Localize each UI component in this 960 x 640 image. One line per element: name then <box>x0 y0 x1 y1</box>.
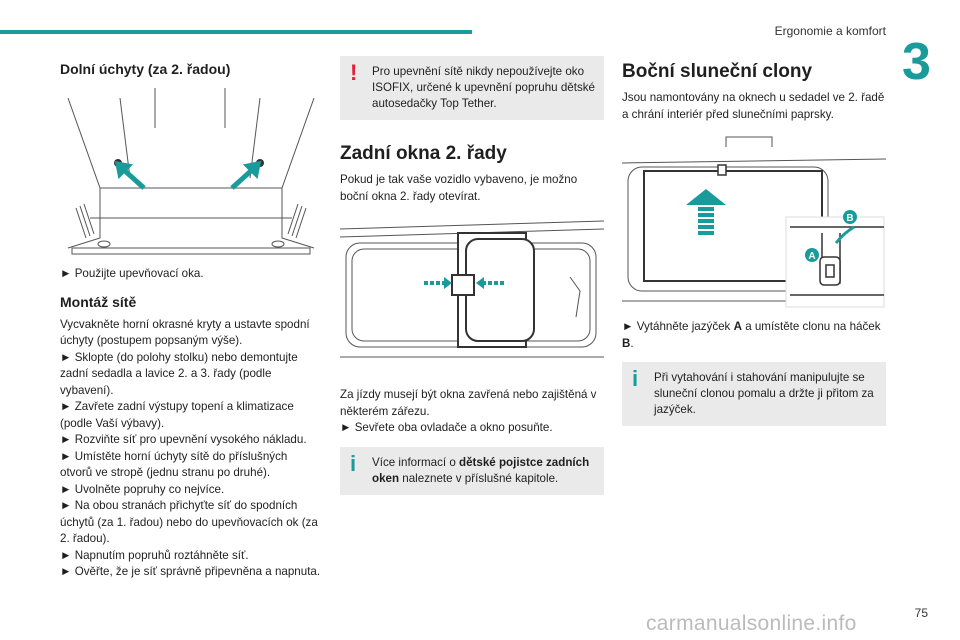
arrow-right-icon <box>232 164 258 188</box>
chapter-number: 3 <box>902 33 931 91</box>
step-line-1: ► Sklopte (do polohy stolku) nebo demontujte zadní sedadla a lavice 2. a 3. řady (podle vybavení). <box>60 350 298 397</box>
step-line-4: ► Umístěte horní úchyty sítě do příslušných otvorů ve stropě (jednu stranu po druhé). <box>60 449 288 479</box>
arrow-in-left-icon <box>444 277 452 289</box>
step-line-8: ► Ověřte, že je síť správně připevněna a napnuta. <box>60 565 321 578</box>
info-i-icon: i <box>632 366 639 391</box>
figure-sun-blind <box>622 133 886 309</box>
caption-use-anchors: ► Použijte upevňovací oka. <box>60 267 204 280</box>
label-b-text: B <box>846 213 854 224</box>
window-latch-icon <box>452 275 474 295</box>
step-a: A <box>733 320 742 333</box>
figure-cargo-floor-anchors <box>60 88 322 256</box>
page-number: 75 <box>914 606 928 620</box>
sun-blind-step <box>622 319 886 352</box>
subheading-net-installation: Montáž sítě <box>60 293 137 310</box>
step-b: B <box>622 336 631 350</box>
rear-windows-intro: Pokud je tak vaše vozidlo vybaveno, je možno boční okna 2. řady otevírat. <box>340 173 578 203</box>
info-text-pre: Více informací o <box>372 455 459 469</box>
watermark: carmanualsonline.info <box>646 612 857 635</box>
step-line-6: ► Na obou stranách přichyťte síť do spodních úchytů (za 1. řadou) nebo do upevňovacích ok (za 2. řadou). <box>60 499 318 545</box>
column-2 <box>340 56 604 503</box>
step-line-2: ► Zavřete zadní výstupy topení a klimatizace (podle Vaší výbavy). <box>60 400 294 430</box>
warning-exclamation-icon: ! <box>350 60 358 85</box>
info-box-child-lock <box>340 447 604 495</box>
header-accent-bar <box>0 30 472 34</box>
warning-box <box>340 56 604 120</box>
warning-text: Pro upevnění sítě nikdy nepoužívejte oko ISOFIX, určené k upevnění popruhu dětské autosedačky Top Tether. <box>372 65 595 110</box>
sun-blind-illustration <box>622 133 886 309</box>
arrow-left-icon <box>118 164 144 188</box>
label-a-text: A <box>808 251 816 262</box>
step-pre: ► Vytáhněte jazýček <box>622 320 734 333</box>
column-1 <box>60 56 322 581</box>
cargo-floor-illustration <box>60 88 322 256</box>
slide-window-step: ► Sevřete oba ovladače a okno posuňte. <box>340 421 553 434</box>
step-line-7: ► Napnutím popruhů roztáhněte síť. <box>60 548 249 562</box>
step-post: . <box>630 336 634 350</box>
driving-windows-text: Za jízdy musejí být okna zavřená nebo zajištěná v některém zářezu. <box>340 388 597 418</box>
step-line-0: Vycvakněte horní okrasné kryty a ustavte spodní úchyty (postupem popsaným výše). <box>60 317 310 347</box>
info-i-icon: i <box>350 450 357 476</box>
step-line-3: ► Rozviňte síť pro upevnění vysokého nákladu. <box>60 433 307 446</box>
step-mid: a umístěte clonu na háček <box>741 320 881 333</box>
figure-sliding-window <box>340 217 604 377</box>
section-heading-sun-blinds: Boční sluneční clony <box>622 61 813 82</box>
info-text-bold: dětské pojistce zadních oken <box>372 455 590 485</box>
running-title: Ergonomie a komfort <box>774 24 886 38</box>
column-3 <box>622 56 886 434</box>
blind-tab-icon <box>718 165 726 175</box>
sun-blind-info-text: Při vytahování i stahování manipulujte se sluneční clonou pomalu a držte ji přitom za jazýček. <box>654 371 874 416</box>
section-heading-lower-anchors: Dolní úchyty (za 2. řadou) <box>60 61 231 77</box>
info-box-sun-blind <box>622 362 886 426</box>
step-line-5: ► Uvolněte popruhy co nejvíce. <box>60 482 225 496</box>
sun-blinds-intro: Jsou namontovány na oknech u sedadel ve 2. řadě a chrání interiér před slunečními paprsky. <box>622 91 885 121</box>
info-text-post: naleznete v příslušné kapitole. <box>399 471 559 485</box>
sliding-window-illustration <box>340 217 604 377</box>
section-heading-rear-windows: Zadní okna 2. řady <box>340 143 507 164</box>
